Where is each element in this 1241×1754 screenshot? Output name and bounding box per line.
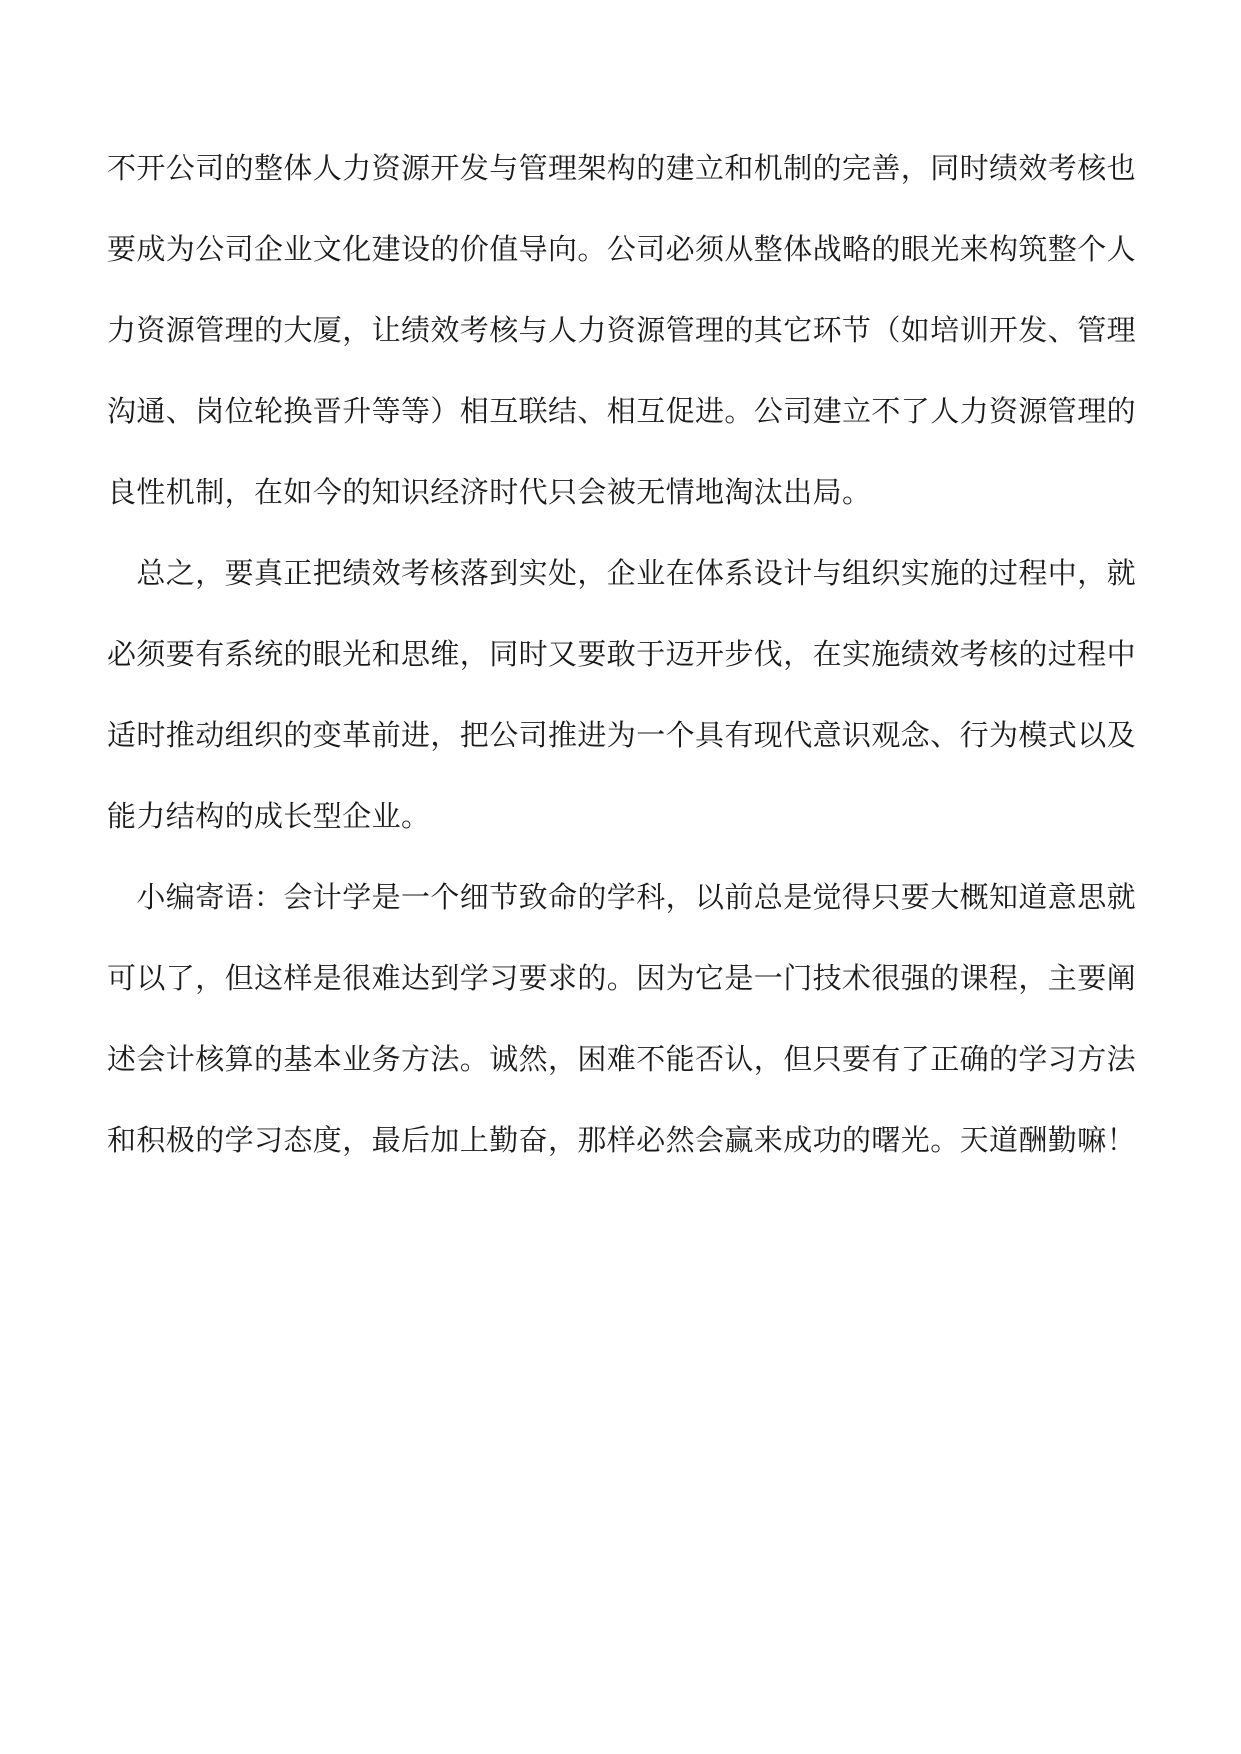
paragraph-conclusion bbox=[107, 553, 1137, 836]
text-line: 适时推动组织的变革前进，把公司推进为一个具有现代意识观念、行为模式以及 bbox=[107, 718, 1137, 752]
text-line: 总之，要真正把绩效考核落到实处，企业在体系设计与组织实施的过程中，就 bbox=[107, 556, 1137, 590]
text-line: 必须要有系统的眼光和思维，同时又要敢于迈开步伐，在实施绩效考核的过程中 bbox=[107, 637, 1137, 671]
text-line: 要成为公司企业文化建设的价值导向。公司必须从整体战略的眼光来构筑整个人 bbox=[107, 232, 1137, 266]
text-line: 和积极的学习态度，最后加上勤奋，那样必然会赢来成功的曙光。天道酬勤嘛！ bbox=[107, 1123, 1137, 1157]
text-line: 良性机制，在如今的知识经济时代只会被无情地淘汰出局。 bbox=[107, 475, 872, 509]
text-line: 述会计核算的基本业务方法。诚然，困难不能否认，但只要有了正确的学习方法 bbox=[107, 1042, 1137, 1076]
text-line: 能力结构的成长型企业。 bbox=[107, 799, 431, 833]
text-line: 不开公司的整体人力资源开发与管理架构的建立和机制的完善，同时绩效考核也 bbox=[107, 151, 1137, 185]
paragraph-hr-system bbox=[107, 148, 1137, 512]
document-body bbox=[107, 148, 1137, 1201]
text-line: 力资源管理的大厦，让绩效考核与人力资源管理的其它环节（如培训开发、管理 bbox=[107, 313, 1137, 347]
text-line: 小编寄语：会计学是一个细节致命的学科，以前总是觉得只要大概知道意思就 bbox=[107, 880, 1137, 914]
text-line: 沟通、岗位轮换晋升等等）相互联结、相互促进。公司建立不了人力资源管理的 bbox=[107, 394, 1137, 428]
paragraph-editor-note bbox=[107, 877, 1137, 1160]
text-line: 可以了，但这样是很难达到学习要求的。因为它是一门技术很强的课程，主要阐 bbox=[107, 961, 1137, 995]
